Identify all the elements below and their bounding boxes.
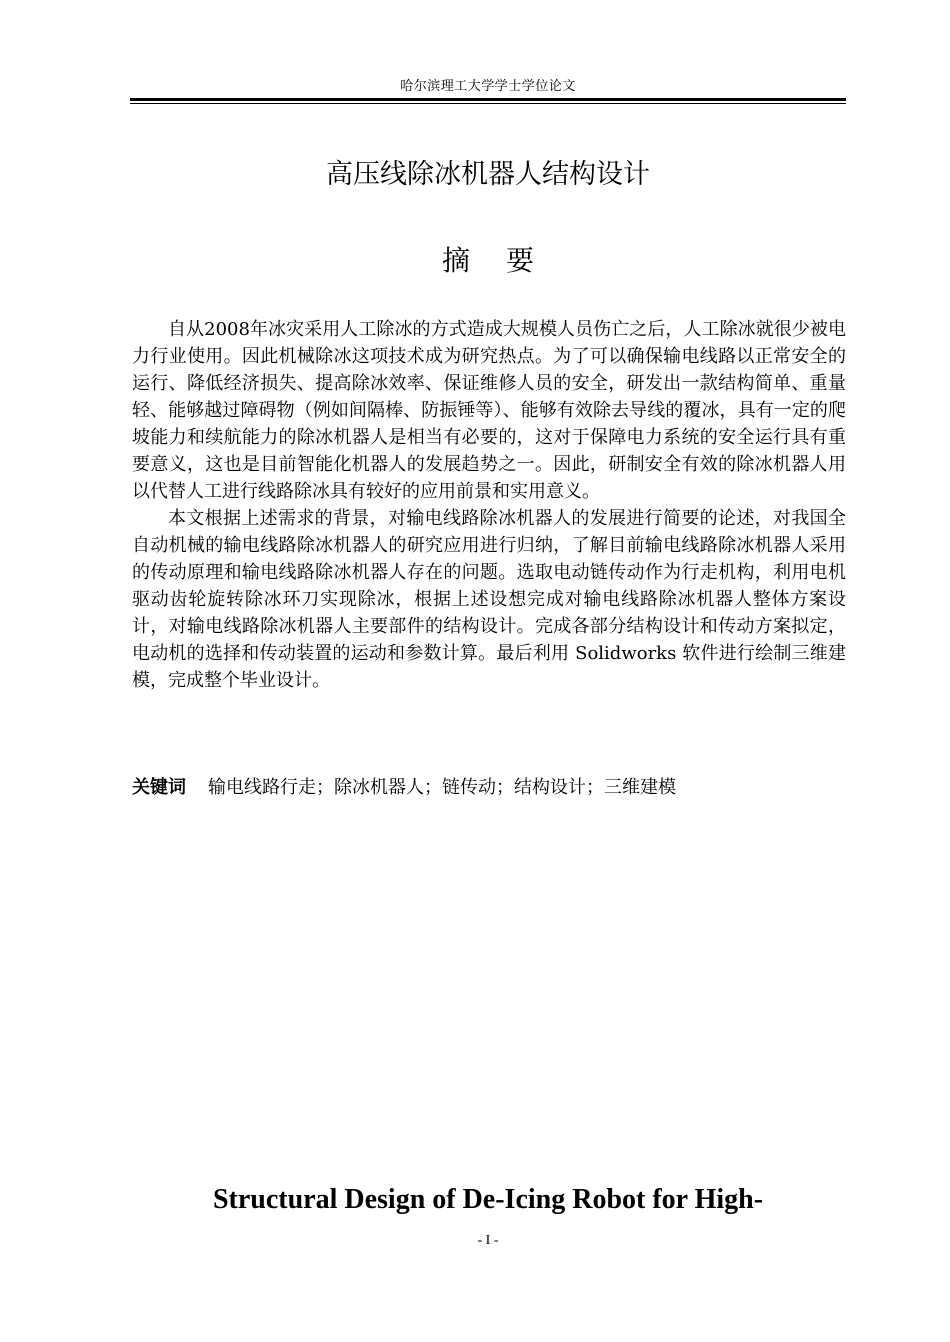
english-title: Structural Design of De-Icing Robot for High- bbox=[212, 1184, 764, 1215]
abstract-paragraph: 自从2008年冰灾采用人工除冰的方式造成大规模人员伤亡之后，人工除冰就很少被电力行业使用。因此机械除冰这项技术成为研究热点。为了可以确保输电线路以正常安全的运行、降低经济损失、提高除冰效率、保证维修人员的安全，研发出一款结构简单、重量轻、能够越过障碍物（例如间隔棒、防振锤等）、能够有效除去导线的覆冰，具有一定的爬坡能力和续航能力的除冰机器人是相当有必要的，这对于保障电力系统的安全运行具有重要意义，这也是目前智能化机器人的发展趋势之一。因此，研制安全有效的除冰机器人用以代替人工进行线路除冰具有较好的应用前景和实用意义。 bbox=[132, 319, 846, 502]
running-header: 哈尔滨理工大学学士学位论文 bbox=[400, 79, 576, 94]
keywords-text: 输电线路行走；除冰机器人；链传动；结构设计；三维建模 bbox=[208, 777, 676, 798]
abstract-paragraph: 本文根据上述需求的背景，对输电线路除冰机器人的发展进行简要的论述，对我国全自动机械的输电线路除冰机器人的研究应用进行归纳，了解目前输电线路除冰机器人采用的传动原理和输电线路除冰机器人存在的问题。选取电动链传动作为行走机构，利用电机驱动齿轮旋转除冰环刀实现除冰，根据上述设想完成对输电线路除冰机器人整体方案设计，对输电线路除冰机器人主要部件的结构设计。完成各部分结构设计和传动方案拟定，电动机的选择和传动装置的运动和参数计算。最后利用 Solidworks 软件进行绘制三维建模，完成整个毕业设计。 bbox=[132, 508, 846, 691]
abstract-body bbox=[132, 316, 846, 694]
header-rule-thin bbox=[130, 103, 846, 104]
header-rule-thick bbox=[130, 98, 846, 101]
abstract-heading-char-1: 摘 bbox=[441, 244, 470, 277]
chinese-title: 高压线除冰机器人结构设计 bbox=[326, 159, 650, 190]
keywords-line bbox=[132, 774, 846, 801]
keywords-label: 关键词 bbox=[132, 777, 186, 798]
abstract-heading-char-2: 要 bbox=[506, 244, 535, 277]
page-number: - I - bbox=[477, 1233, 499, 1248]
abstract-heading bbox=[130, 241, 846, 281]
